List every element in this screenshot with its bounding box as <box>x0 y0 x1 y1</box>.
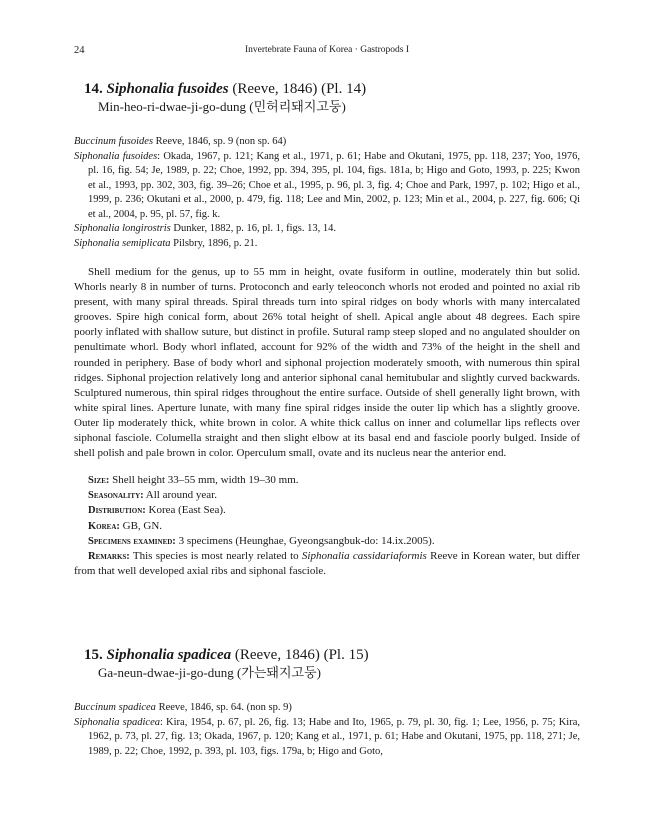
synonym-name: Buccinum spadicea <box>74 702 156 713</box>
synonymy-entry <box>74 237 580 252</box>
fact-seasonality <box>74 488 580 503</box>
fact-value: Reeve in Korean water, but differ from that well developed axial ribs and siphonal fasciole. <box>74 549 580 577</box>
species-author: (Reeve, 1846) (Pl. 14) <box>232 81 367 97</box>
synonymy-entry <box>74 150 580 223</box>
synonym-name: Siphonalia longirostris <box>74 223 171 234</box>
synonymy-entry <box>74 222 580 237</box>
synonymy-entry <box>74 716 580 760</box>
fact-label: Remarks: <box>88 550 130 562</box>
fact-label: Distribution: <box>88 505 146 517</box>
fact-specimens <box>74 534 580 549</box>
species-author: (Reeve, 1846) (Pl. 15) <box>234 647 369 663</box>
synonym-citation: : Kira, 1954, p. 67, pl. 26, fig. 13; Habe and Ito, 1965, p. 79, pl. 30, fig. 1; Lee, 1956, p. 75; Kira, 1962, p. 73, pl. 27, fig. 13; Okada, 1967, p. 120; Kang et al., 1971, p. 61; Habe and Okutani, 1975, pp. 118, 271; Je, 1989, p. 22; Choe, 1992, p. 393, pl. 103, figs. 179a, b; Higo and Goto, <box>88 716 581 757</box>
fact-label: Specimens examined: <box>88 535 176 547</box>
species-binomial: Siphonalia spadicea <box>106 647 232 663</box>
remarks-species-name: Siphonalia cassidariaformis <box>301 549 427 562</box>
synonym-name: Siphonalia semiplicata <box>74 237 171 249</box>
synonym-citation: Reeve, 1846, sp. 64. (non sp. 9) <box>155 702 292 713</box>
synonymy-entry <box>74 135 580 150</box>
running-title: Invertebrate Fauna of Korea · Gastropods I <box>244 45 410 55</box>
fact-value: Korea (East Sea). <box>145 504 226 517</box>
synonym-name: Siphonalia spadicea <box>74 716 160 728</box>
species-binomial: Siphonalia fusoides <box>106 81 229 97</box>
fact-value: All around year. <box>143 489 217 502</box>
species-number: 15. <box>84 647 103 663</box>
synonymy-list <box>74 701 580 759</box>
species-heading <box>84 646 580 664</box>
fact-distribution <box>74 503 580 518</box>
korean-name: Min-heo-ri-dwae-ji-go-dung (민허리돼지고둥) <box>98 99 346 114</box>
synonym-citation: Pilsbry, 1896, p. 21. <box>170 237 258 249</box>
fact-label: Seasonality: <box>88 490 144 502</box>
korean-name: Ga-neun-dwae-ji-go-dung (가는돼지고둥) <box>98 665 321 680</box>
species-entry-14 <box>74 80 580 579</box>
synonym-citation: Reeve, 1846, sp. 9 (non sp. 64) <box>153 136 287 147</box>
fact-label: Size: <box>88 475 110 487</box>
fact-value: Shell height 33–55 mm, width 19–30 mm. <box>109 474 299 487</box>
fact-size <box>74 473 580 488</box>
facts-block <box>74 473 580 579</box>
page-number: 24 <box>74 45 85 56</box>
fact-korea <box>74 519 580 534</box>
species-entry-15 <box>74 646 580 759</box>
synonym-name: Buccinum fusoides <box>74 136 154 147</box>
fact-label: Korea: <box>88 520 120 532</box>
fact-remarks <box>74 549 580 579</box>
species-number: 14. <box>84 81 103 97</box>
running-head <box>74 45 580 59</box>
synonym-citation: : Okada, 1967, p. 121; Kang et al., 1971, p. 61; Habe and Okutani, 1975, pp. 118, 237; Yoo, 1976, pl. 16, fig. 54; Je, 1989, p. 22; Choe, 1992, pp. 394, 395, pl. 104, figs. 181a, b; Higo and Goto, 1993, p. 225; Kwon et al., 1993, pp. 302, 303, fig. 39–26; Choe et al., 1995, p. 96, pl. 3, fig. 4; Choe and Park, 1997, p. 102; Higo et al., 1999, p. 236; Okutani et al., 2000, p. 479, fig. 118; Lee and Min, 2002, p. 123; Min et al., 2004, p. 227, fig. 606; Qi et al., 2004, p. 95, pl. 57, fig. k. <box>88 150 580 220</box>
synonym-citation: Dunker, 1882, p. 16, pl. 1, figs. 13, 14. <box>170 223 337 234</box>
fact-value: GB, GN. <box>119 519 163 532</box>
species-heading <box>84 80 580 98</box>
description-paragraph: Shell medium for the genus, up to 55 mm in height, ovate fusiform in outline, moderately thin but solid. Whorls nearly 8 in number of turns. Protoconch and early teleoconch whorls not eroded and pointed no axial rib present, with many spiral threads. Spiral threads turn into spiral ridges on body whorls with many intercalated grooves. Spire high conical form, about 26% total height of shell. Apical angle about 48 degrees. Each spire poorly inflated with shallow suture, but distinct in profile. Sutural ramp steep sloped and no angulated shoulder on penultimate whorl. Body whorl inflated, account for 92% of the width and 73% of the height in the shell and rounded in periphery. Base of body whorl and siphonal projection moderately smooth, with numerous thin spiral ridges. Siphonal projection relatively long and anterior siphonal canal hemitubular and slightly curved backwards. Sculptured numerous, thin spiral ridges throughout the entire surface. Outside of shell generally light brown, with white spiral lines. Aperture lunate, with many fine spiral ridges inside the outer lip which has a slightly groove. Outer lip moderately thick, white brown in color. A white thick callus on inner and columellar lips reflects over siphonal fasciole. Columella straight and then slight elbow at its basal end and fasciole poorly bulged. Inside of shell polish and pale brown in color. Operculum small, ovate and its nucleus near the anterior end. <box>74 266 580 460</box>
fact-value: 3 specimens (Heunghae, Gyeongsangbuk-do: 14.ix.2005). <box>175 534 435 547</box>
synonymy-list <box>74 135 580 251</box>
synonym-name: Siphonalia fusoides <box>74 150 158 162</box>
synonymy-entry <box>74 701 580 716</box>
fact-value: This species is most nearly related to <box>129 549 302 562</box>
